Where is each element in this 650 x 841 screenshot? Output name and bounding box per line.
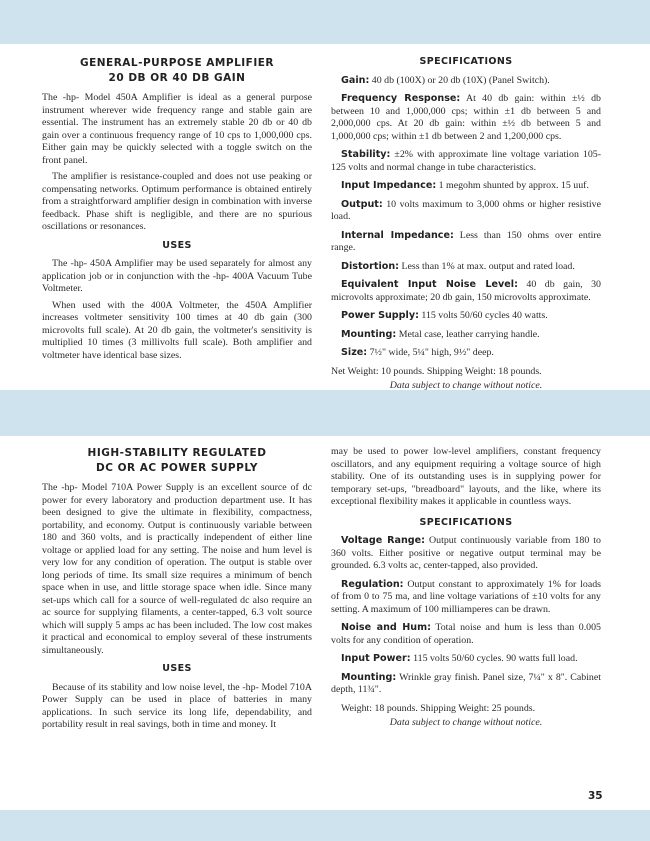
power-supply-heading-line1: HIGH-STABILITY REGULATED bbox=[87, 447, 267, 459]
amplifier-spec-label: Power Supply: bbox=[341, 310, 419, 321]
power-supply-spec-label: Mounting: bbox=[341, 671, 397, 683]
amplifier-spec-label: Mounting: bbox=[341, 328, 397, 340]
amplifier-spec-item bbox=[331, 149, 601, 174]
power-supply-spec-label: Input Power: bbox=[341, 653, 411, 664]
power-supply-uses-heading: USES bbox=[162, 663, 192, 674]
power-supply-spec-item bbox=[331, 622, 601, 647]
power-supply-spec-label: Noise and Hum: bbox=[341, 622, 431, 633]
amplifier-spec-text: 40 db (100X) or 20 db (10X) (Panel Switch). bbox=[369, 74, 550, 86]
amplifier-heading-line1: GENERAL-PURPOSE AMPLIFIER bbox=[79, 57, 275, 69]
amplifier-spec-label: Distortion: bbox=[341, 260, 400, 272]
power-supply-spec-label: Voltage Range: bbox=[341, 535, 425, 546]
amplifier-design-paragraph: The amplifier is resistance-coupled and does not use peaking or compensating networks. Optimum performance is obtained entirely from a straightforward amplifier design in combination with inverse feedback. Phase shift is negligible, and there are no spurious oscillations or resonances. bbox=[42, 171, 312, 232]
power-supply-change-note: Data subject to change without notice. bbox=[389, 717, 543, 728]
amplifier-spec-label: Internal Impedance: bbox=[341, 229, 454, 241]
amplifier-spec-item bbox=[331, 279, 601, 304]
amplifier-spec-label: Input Impedance: bbox=[341, 180, 437, 191]
amplifier-spec-item bbox=[331, 93, 601, 143]
amplifier-spec-text: 10 volts maximum to 3,000 ohms or higher resistive load. bbox=[331, 198, 601, 222]
amplifier-spec-heading: SPECIFICATIONS bbox=[419, 56, 513, 67]
amplifier-spec-label: Frequency Response: bbox=[341, 93, 461, 104]
amplifier-heading-line2: 20 DB OR 40 DB GAIN bbox=[108, 72, 246, 84]
amplifier-spec-item bbox=[331, 199, 601, 224]
power-supply-spec-label: Regulation: bbox=[341, 578, 404, 590]
amplifier-spec-text: Less than 1% at max. output and rated load. bbox=[399, 260, 575, 272]
amplifier-spec-text: At 40 db gain: within ±½ db between 10 and 1,000,000 cps; within ±1 db between 5 and 2,000,000 cps. At 20 db gain: within ±½ db between 5 and 1,000,000 cps; within ±1 db between 2 and 1,200,000 cps. bbox=[331, 93, 601, 142]
bottom-color-band bbox=[0, 810, 650, 841]
power-supply-spec-text: Output constant to approximately 1% for loads of from 0 to 75 ma, and line voltage variations of ±10 volts for any setting. A maximum of 100 milliamperes can be drawn. bbox=[331, 578, 601, 615]
power-supply-description-column bbox=[42, 446, 312, 736]
page-number: 35 bbox=[588, 790, 603, 802]
amplifier-spec-label: Size: bbox=[341, 347, 368, 358]
power-supply-weight: Weight: 18 pounds. Shipping Weight: 25 pounds. bbox=[341, 702, 536, 714]
amplifier-spec-item bbox=[331, 347, 601, 360]
power-supply-spec-item bbox=[331, 579, 601, 617]
amplifier-intro-paragraph: The -hp- Model 450A Amplifier is ideal as a general purpose instrument wherever wide frequency range and stable gain are essential. The instrument has an extremely stable 20 db or 40 db gain over a continuous frequency range of 10 cps to 1,000,000 cps. Either gain may be quickly selected with a toggle switch on the front panel. bbox=[42, 92, 312, 166]
power-supply-specifications-column bbox=[331, 446, 601, 730]
power-supply-spec-item bbox=[331, 672, 601, 697]
power-supply-uses-paragraph: Because of its stability and low noise level, the -hp- Model 710A Power Supply can be used in place of batteries in many applications. In such service its long life, dependability, and portability result in real savings, both in time and money. It bbox=[42, 681, 312, 730]
power-supply-heading-line2: DC OR AC POWER SUPPLY bbox=[96, 462, 258, 474]
amplifier-specifications-column bbox=[331, 56, 601, 393]
power-supply-spec-text: 115 volts 50/60 cycles. 90 watts full load. bbox=[410, 653, 578, 664]
amplifier-spec-label: Gain: bbox=[341, 74, 370, 86]
power-supply-heading bbox=[42, 446, 312, 476]
amplifier-spec-text: Less than 150 ohms over entire range. bbox=[331, 229, 601, 253]
amplifier-spec-label: Equivalent Input Noise Level: bbox=[341, 279, 518, 290]
power-supply-spec-heading: SPECIFICATIONS bbox=[419, 516, 513, 528]
amplifier-spec-item bbox=[331, 230, 601, 255]
power-supply-spec-text: Total noise and hum is less than 0.005 volts for any condition of operation. bbox=[331, 622, 601, 646]
power-supply-spec-item bbox=[331, 653, 601, 666]
amplifier-uses-paragraph: The -hp- 450A Amplifier may be used separately for almost any application job or in conjunction with the -hp- 400A Vacuum Tube Voltmeter. bbox=[42, 258, 312, 294]
power-supply-uses-continued: may be used to power low-level amplifiers, constant frequency oscillators, and any equipment requiring a voltage source of high stability. One of its outstanding uses is in supplying power for temporary set-ups, "breadboard" layouts, and the like, where its exceptional flexibility makes it applicable in countless ways. bbox=[331, 446, 601, 507]
power-supply-intro-paragraph: The -hp- Model 710A Power Supply is an excellent source of dc power for every laboratory and production department use. It has been designed to give the ultimate in flexibility, compactness, portability, and economy. Output is continuously variable between 180 and 360 volts, and is practically independent of either line voltage or applied load for any setting. The noise and hum level is very low for any condition of operation. The output is stable over long periods of time. Its small size requires a minimum of bench space when in use, and little storage space when idle. Since many set-ups which call for a source of well-regulated dc also require an ac source for supplying filaments, a center-tapped, 6.3 volt source which will supply 5 amps ac has been included. The low cost makes it practical and economical to employ several of these instruments simultaneously. bbox=[42, 482, 312, 656]
amplifier-spec-text: 1 megohm shunted by approx. 15 uuf. bbox=[436, 180, 589, 191]
top-color-band bbox=[0, 0, 650, 44]
power-supply-spec-text: Wrinkle gray finish. Panel size, 7¼" x 8". Cabinet depth, 11¾". bbox=[331, 671, 601, 695]
amplifier-spec-item bbox=[331, 329, 601, 342]
amplifier-voltmeter-paragraph: When used with the 400A Voltmeter, the 450A Amplifier increases voltmeter sensitivity 100 times at 40 db gain (300 microvolts full scale). At 20 db gain, the voltmeter's sensitivity is multiplied 10 times (3 millivolts full scale). Both amplifier and voltmeter have identical base sizes. bbox=[42, 299, 312, 361]
amplifier-spec-text: 7½" wide, 5¼" high, 9½" deep. bbox=[367, 347, 494, 358]
amplifier-weight: Net Weight: 10 pounds. Shipping Weight: 18 pounds. bbox=[331, 365, 542, 377]
power-supply-spec-item bbox=[331, 535, 601, 573]
amplifier-heading bbox=[42, 56, 312, 86]
amplifier-spec-text: 40 db gain, 30 microvolts approximate; 20 db gain, 150 microvolts approximate. bbox=[331, 279, 601, 303]
amplifier-spec-item bbox=[331, 310, 601, 323]
amplifier-uses-heading: USES bbox=[162, 239, 192, 251]
amplifier-spec-text: Metal case, leather carrying handle. bbox=[396, 328, 540, 340]
amplifier-spec-text: 115 volts 50/60 cycles 40 watts. bbox=[418, 310, 548, 321]
amplifier-spec-label: Output: bbox=[341, 198, 383, 210]
amplifier-change-note: Data subject to change without notice. bbox=[389, 380, 543, 391]
amplifier-spec-label: Stability: bbox=[341, 149, 391, 160]
amplifier-spec-item bbox=[331, 261, 601, 274]
power-supply-spec-text: Output continuously variable from 180 to 360 volts. Either positive or negative output terminal may be grounded. 6.3 volts ac, center-tapped, also provided. bbox=[331, 535, 601, 571]
amplifier-spec-item bbox=[331, 180, 601, 193]
amplifier-spec-item bbox=[331, 75, 601, 88]
amplifier-description-column bbox=[42, 56, 312, 366]
middle-color-band bbox=[0, 390, 650, 436]
amplifier-spec-text: ±2% with approximate line voltage variation 105-125 volts and normal change in tube characteristics. bbox=[331, 149, 601, 173]
